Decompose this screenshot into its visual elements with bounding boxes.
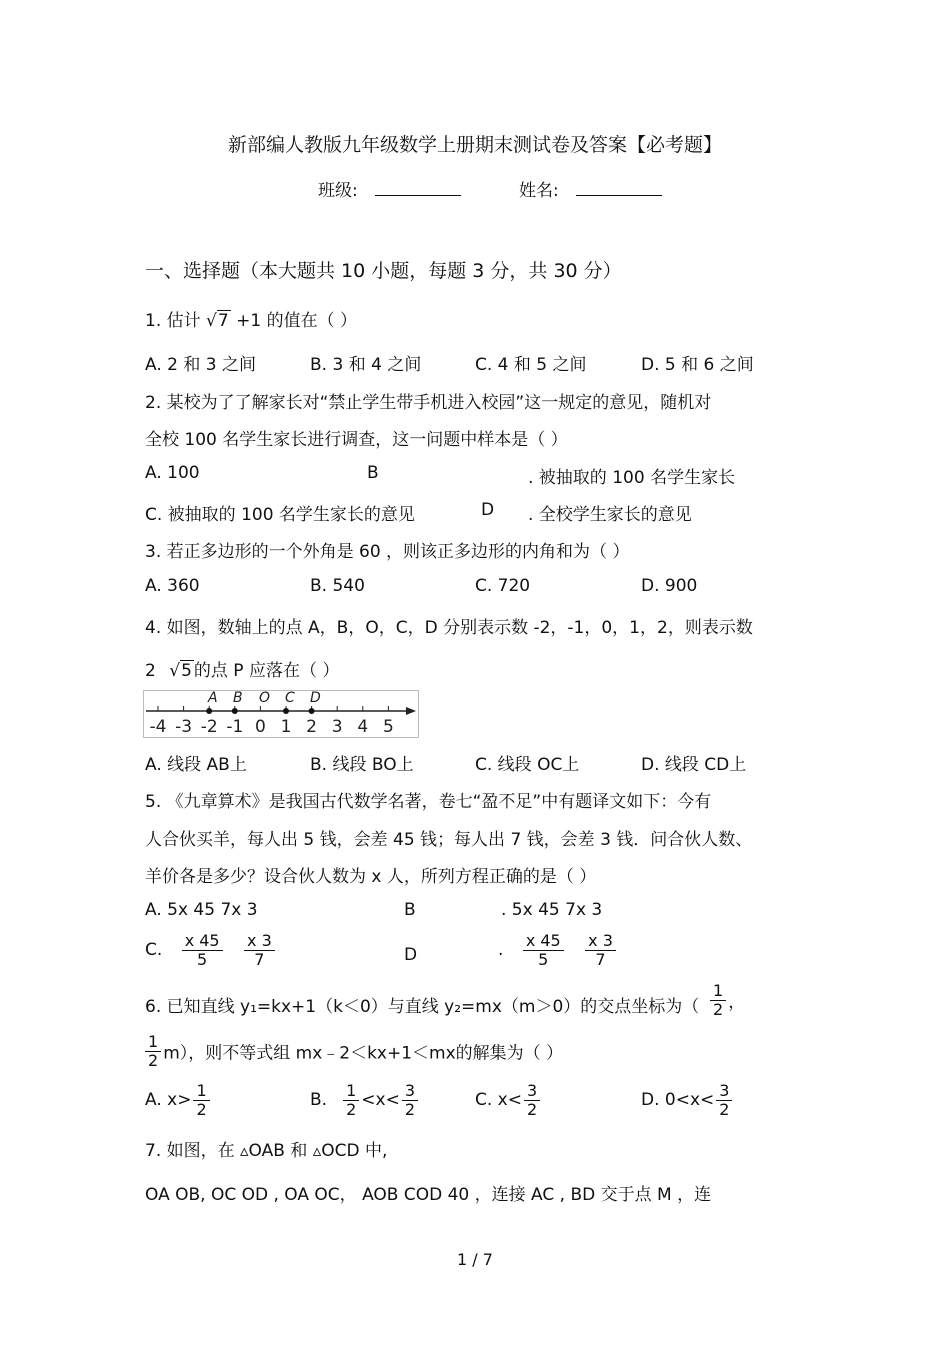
name-blank	[576, 177, 662, 196]
q6-option-d-text: D. 0<x<	[641, 1090, 715, 1111]
q6-c-fraction	[524, 1082, 540, 1118]
numerator: 3	[716, 1082, 732, 1101]
q1-radicand: 7	[217, 311, 229, 331]
q5-line-1: 5. 《九章算术》是我国古代数学名著，卷七“盈不足”中有题译文如下：今有	[145, 792, 712, 812]
tick-label: -4	[149, 717, 167, 737]
tick-label: 2	[306, 717, 318, 737]
numerator: 3	[402, 1082, 418, 1101]
class-field	[318, 176, 461, 201]
numerator: x 3	[244, 932, 275, 951]
point-dot	[206, 708, 212, 714]
q1-prefix: 1. 估计	[145, 311, 201, 331]
q5-option-c	[145, 932, 277, 968]
q6-a-fraction	[193, 1082, 209, 1118]
class-label: 班级:	[318, 181, 358, 201]
q7-line-1: 7. 如图，在 ▵OAB 和 ▵OCD 中,	[145, 1141, 388, 1161]
sqrt-symbol: √5	[169, 661, 192, 681]
denominator: 2	[526, 1099, 538, 1119]
q4-radicand: 5	[181, 661, 192, 681]
q4-line-2	[145, 656, 339, 681]
class-blank	[375, 177, 461, 196]
page-number: 1 / 7	[457, 1250, 493, 1269]
q4-coefficient: 2	[145, 661, 156, 681]
q4-option-d: D. 线段 CD上	[641, 755, 747, 775]
q6-option-c	[475, 1082, 542, 1118]
q5-option-d	[498, 932, 618, 968]
numerator: 3	[524, 1082, 540, 1101]
point-label-b: B	[233, 691, 243, 706]
q5-line-2: 人合伙买羊，每人出 5 钱，会差 45 钱；每人出 7 钱，会差 3 钱．问合伙人数、	[145, 830, 753, 850]
q5-option-d-letter: D	[404, 945, 418, 965]
q4-suffix: 的点 P 应落在（ ）	[193, 661, 340, 681]
q3-option-b: B. 540	[310, 576, 365, 596]
q4-option-a: A. 线段 AB上	[145, 755, 247, 775]
numerator: 1	[343, 1082, 359, 1101]
q6-line-2-text: m），则不等式组 mx﹣2＜kx+1＜mx的解集为（ ）	[163, 1043, 564, 1064]
q6-d-fraction	[716, 1082, 732, 1118]
q6-line-2	[143, 1033, 563, 1069]
q4-line-1: 4. 如图，数轴上的点 A，B，O，C，D 分别表示数 -2，-1，0，1，2，则表示数	[145, 618, 753, 638]
denominator: 2	[719, 1099, 730, 1119]
q2-option-b-letter: B	[367, 463, 379, 483]
q5-option-a: A. 5x 45 7x 3	[145, 900, 258, 920]
q2-option-c: C. 被抽取的 100 名学生家长的意见	[145, 505, 415, 525]
q1-option-b: B. 3 和 4 之间	[310, 355, 422, 375]
q3-option-d: D. 900	[641, 576, 698, 596]
q6-fraction	[710, 982, 726, 1018]
q5-line-3: 羊价各是多少？设合伙人数为 x 人，所列方程正确的是（ ）	[145, 867, 597, 887]
q3-option-a: A. 360	[145, 576, 200, 596]
tick-label: -2	[200, 717, 218, 737]
point-label-d: D	[310, 691, 321, 706]
denominator: 2	[196, 1099, 207, 1119]
numerator: x 3	[585, 932, 616, 951]
q6-b-fraction-2	[402, 1082, 418, 1118]
numerator: x 45	[182, 932, 223, 951]
name-field	[519, 176, 662, 201]
q3-option-c: C. 720	[475, 576, 531, 596]
number-line-arrow	[406, 707, 416, 715]
tick-label: 3	[331, 717, 343, 737]
q5-c-fraction-1	[182, 932, 223, 968]
point-label-c: C	[285, 691, 295, 706]
denominator: 7	[595, 949, 606, 969]
tick-label: 5	[382, 717, 394, 737]
q2-line-2: 全校 100 名学生家长进行调查，这一问题中样本是（ ）	[145, 430, 568, 450]
denominator: 7	[254, 949, 265, 969]
q2-option-a: A. 100	[145, 463, 200, 483]
q6-option-a	[145, 1082, 212, 1118]
name-label: 姓名:	[519, 181, 559, 201]
q5-d-fraction-1	[523, 932, 564, 968]
q5-option-c-letter: C.	[145, 940, 163, 961]
tick-label: -3	[175, 717, 193, 737]
tick-label: 1	[280, 717, 292, 737]
q1-option-d: D. 5 和 6 之间	[641, 355, 754, 375]
q1-suffix: +1 的值在（ ）	[236, 311, 357, 331]
numerator: 1	[145, 1033, 161, 1052]
q6-option-b-letter: B.	[310, 1090, 328, 1111]
tick-label: 0	[254, 717, 266, 737]
denominator: 2	[148, 1050, 159, 1070]
numerator: 1	[710, 982, 726, 1001]
q6-option-a-text: A. x>	[145, 1090, 192, 1111]
q5-option-d-dot: .	[498, 940, 504, 961]
q2-line-1: 2. 某校为了了解家长对“禁止学生带手机进入校园”这一规定的意见，随机对	[145, 393, 712, 413]
q2-option-d-text: . 全校学生家长的意见	[528, 505, 692, 525]
page-title: 新部编人教版九年级数学上册期末测试卷及答案【必考题】	[227, 134, 722, 156]
denominator: 2	[346, 1099, 357, 1119]
question-1	[145, 306, 357, 331]
q6-fraction-2	[145, 1033, 161, 1069]
point-dot	[309, 708, 315, 714]
q5-c-fraction-2	[244, 932, 275, 968]
number-line-figure	[143, 690, 419, 738]
tick-label: 4	[357, 717, 369, 737]
q6-comma: ，	[728, 992, 746, 1013]
q7-line-2: OA OB, OC OD , OA OC， AOB COD 40 ，连接 AC , BD 交于点 M ，连	[145, 1185, 712, 1205]
q6-b-fraction-1	[343, 1082, 359, 1118]
q1-option-c: C. 4 和 5 之间	[475, 355, 587, 375]
q6-line-1: 6. 已知直线 y₁=kx+1（k＜0）与直线 y₂=mx（m＞0）的交点坐标为（	[145, 997, 700, 1017]
point-label-a: A	[208, 691, 218, 706]
section-heading: 一、选择题（本大题共 10 小题，每题 3 分，共 30 分）	[145, 260, 622, 282]
number-line-svg	[144, 691, 418, 737]
q2-option-d-letter: D	[481, 500, 495, 520]
q4-option-c: C. 线段 OC上	[475, 755, 580, 775]
q4-option-b: B. 线段 BO上	[310, 755, 414, 775]
q6-option-b-mid: <x<	[361, 1090, 400, 1111]
denominator: 2	[404, 1099, 416, 1119]
tick-label: -1	[226, 717, 244, 737]
q5-option-b-text: . 5x 45 7x 3	[501, 900, 603, 920]
q6-point-x	[708, 982, 745, 1018]
point-dot	[283, 708, 289, 714]
point-label-o: O	[259, 691, 271, 706]
q6-option-b	[310, 1082, 420, 1118]
question-3: 3. 若正多边形的一个外角是 60 ，则该正多边形的内角和为（ ）	[145, 542, 630, 562]
q5-option-b-letter: B	[404, 900, 416, 920]
q6-option-c-text: C. x<	[475, 1090, 522, 1111]
q1-option-a: A. 2 和 3 之间	[145, 355, 256, 375]
q5-d-fraction-2	[585, 932, 616, 968]
q6-option-d	[641, 1082, 734, 1118]
point-dot	[232, 708, 238, 714]
q2-option-b-text: . 被抽取的 100 名学生家长	[528, 468, 736, 488]
denominator: 2	[713, 999, 724, 1019]
denominator: 5	[538, 949, 549, 969]
denominator: 5	[197, 949, 208, 969]
sqrt-symbol: √7	[206, 311, 229, 331]
numerator: x 45	[523, 932, 564, 951]
numerator: 1	[193, 1082, 209, 1101]
